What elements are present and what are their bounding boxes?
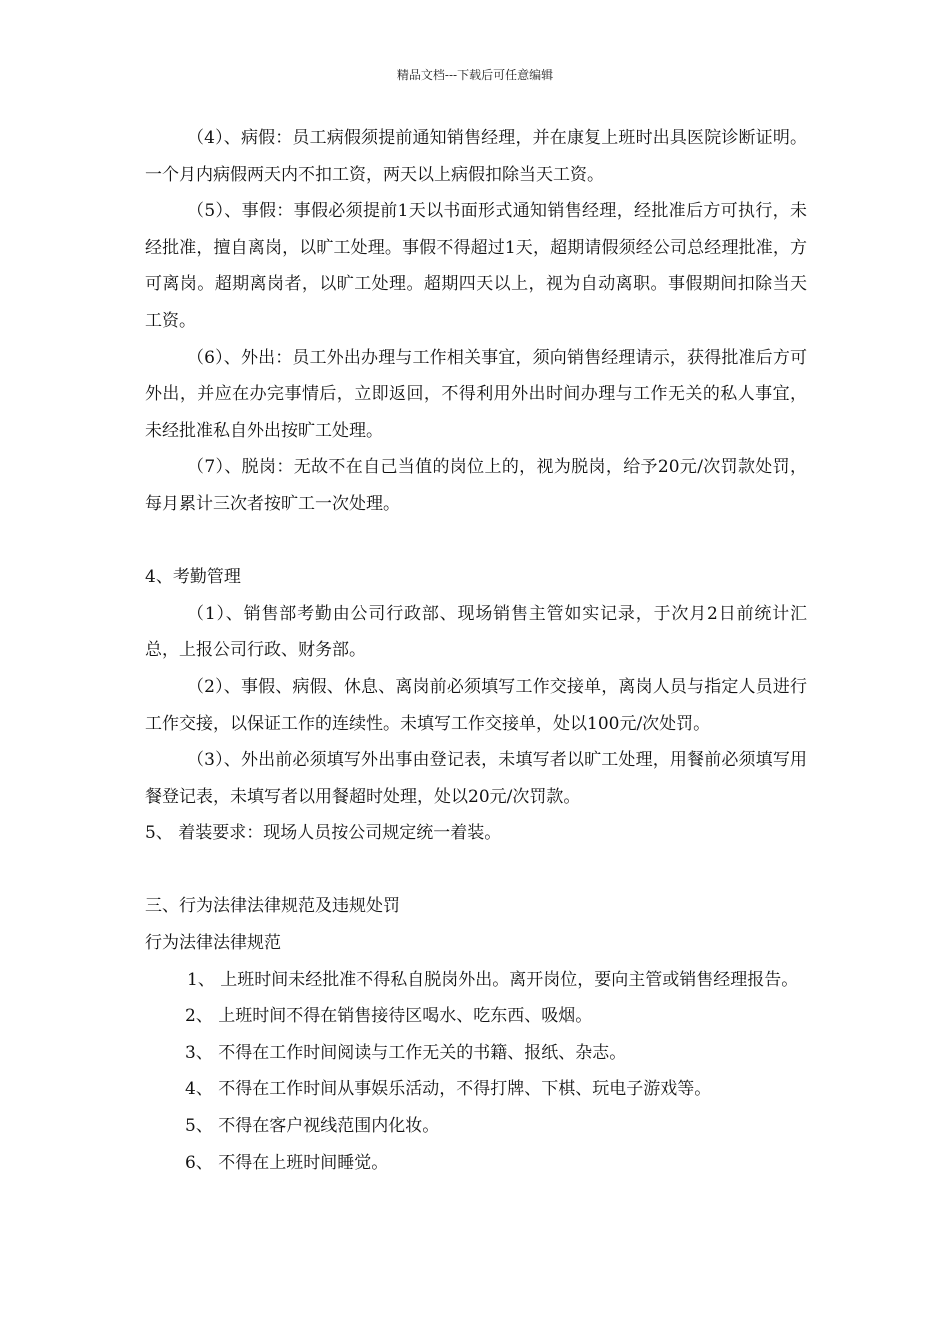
document-body — [145, 120, 807, 1181]
paragraph-going-out: （6）、外出：员工外出办理与工作相关事宜，须向销售经理请示，获得批准后方可外出，并应在办完事情后，立即返回，不得利用外出时间办理与工作无关的私人事宜，未经批准私自外出按旷工处理。 — [145, 347, 807, 441]
rule-item-2: 2、 上班时间不得在销售接待区喝水、吃东西、吸烟。 — [185, 1006, 593, 1027]
rule-item-3: 3、 不得在工作时间阅读与工作无关的书籍、报纸、杂志。 — [185, 1042, 627, 1063]
paragraph-attendance-1: （1）、销售部考勤由公司行政部、现场销售主管如实记录，于次月2日前统计汇总，上报公司行政、财务部。 — [145, 603, 807, 661]
paragraph-absence: （7）、脱岗：无故不在自己当值的岗位上的，视为脱岗，给予20元/次罚款处罚，每月累计三次者按旷工一次处理。 — [145, 457, 807, 514]
blank-line — [145, 523, 807, 560]
paragraph-personal-leave: （5）、事假：事假必须提前1天以书面形式通知销售经理，经批准后方可执行，未经批准，擅自离岗，以旷工处理。事假不得超过1天，超期请假须经公司总经理批准，方可离岗。超期离岗者，以旷工处理。超期四天以上，视为自动离职。事假期间扣除当天工资。 — [145, 201, 807, 331]
page-header: 精品文档---下载后可任意编辑 — [396, 68, 554, 82]
chapter-heading-conduct: 三、行为法律法律规范及违规处罚 — [145, 896, 400, 917]
blank-line — [145, 852, 807, 889]
subheading-conduct-norms: 行为法律法律规范 — [145, 933, 281, 954]
section-heading-attendance: 4、考勤管理 — [145, 567, 241, 588]
rule-item-5: 5、 不得在客户视线范围内化妆。 — [185, 1116, 440, 1137]
section-dress-code: 5、 着装要求：现场人员按公司规定统一着装。 — [145, 823, 502, 844]
paragraph-attendance-3: （3）、外出前必须填写外出事由登记表，未填写者以旷工处理，用餐前必须填写用餐登记表，未填写者以用餐超时处理，处以20元/次罚款。 — [145, 750, 807, 807]
rule-item-4: 4、 不得在工作时间从事娱乐活动，不得打牌、下棋、玩电子游戏等。 — [185, 1079, 712, 1100]
paragraph-sick-leave: （4）、病假：员工病假须提前通知销售经理，并在康复上班时出具医院诊断证明。一个月内病假两天内不扣工资，两天以上病假扣除当天工资。 — [145, 128, 807, 185]
rule-item-1: 1、 上班时间未经批准不得私自脱岗外出。离开岗位，要向主管或销售经理报告。 — [187, 969, 799, 990]
rule-item-6: 6、 不得在上班时间睡觉。 — [185, 1152, 389, 1173]
paragraph-attendance-2: （2）、事假、病假、休息、离岗前必须填写工作交接单，离岗人员与指定人员进行工作交接，以保证工作的连续性。未填写工作交接单，处以100元/次处罚。 — [145, 676, 807, 734]
